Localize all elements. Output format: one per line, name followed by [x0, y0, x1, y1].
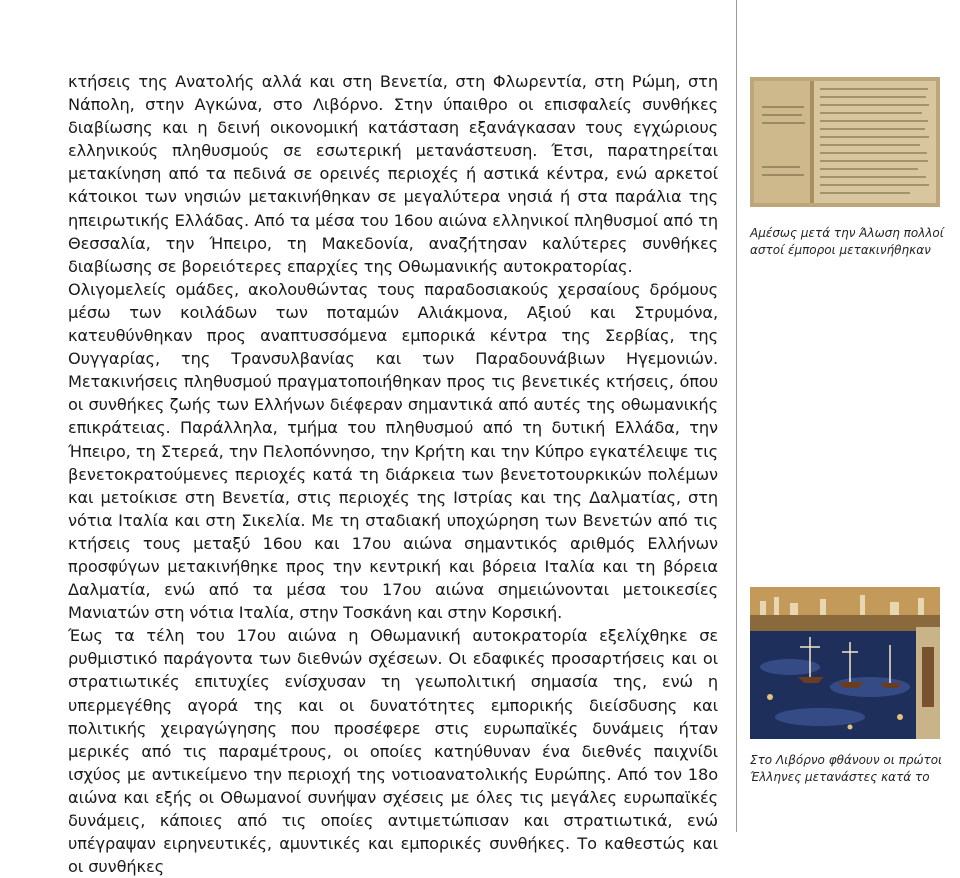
main-text-column	[68, 70, 718, 878]
paragraph-1: κτήσεις της Ανατολής αλλά και στη Βενετία, στη Φλωρεντία, στη Ρώμη, στη Νάπολη, στην Αγκώνα, στο Λιβόρνο. Στην ύπαιθρο οι επισφαλείς συνθήκες διαβίωσης και η δεινή οικονομική κατάσταση εξανάγκασαν τους εγχώριους ελληνικούς πληθυσμούς σε εσωτερική μετανάστευση. Έτσι, παρατηρείται μετακίνηση από τα πεδινά σε ορεινές περιοχές ή αστικά κέντρα, ενώ αρκετοί κάτοικοι των νησιών μετακινήθηκαν σε μεγαλύτερα νησιά ή στα παράλια της ηπειρωτικής Ελλάδας. Από τα μέσα του 16ου αιώνα ελληνικοί πληθυσμοί από τη Θεσσαλία, την Ήπειρο, τη Μακεδονία, αναζήτησαν καλύτερες συνθήκες διαβίωσης σε βορειότερες επαρχίες της Οθωμανικής αυτοκρατορίας.	[68, 72, 718, 276]
harbour-illustration	[750, 587, 940, 739]
caption-1: Αμέσως μετά την Άλωση πολλοί αστοί έμποροι μετακινήθηκαν	[750, 226, 944, 257]
paragraph-2: Ολιγομελείς ομάδες, ακολουθώντας τους παραδοσιακούς χερσαίους δρόμους μέσω των κοιλάδων των ποταμών Αλιάκμονα, Αξιού και Στρυμόνα, κατευθύνθηκαν προς αναπτυσσόμενα εμπορικά κέντρα της Σερβίας, της Ουγγαρίας, της Τρανσυλβανίας και των Παραδουνάβιων Ηγεμονιών. Μετακινήσεις πληθυσμού πραγματοποιήθηκαν προς τις βενετικές κτήσεις, όπου οι συνθήκες ζωής των Ελλήνων διέφεραν σημαντικά από αυτές της οθωμανικής επικράτειας. Παράλληλα, τμήμα του πληθυσμού από τη δυτική Ελλάδα, την Ήπειρο, τη Στερεά, την Πελοπόννησο, την Κρήτη και την Κύπρο εγκατέλειψε τις βενετοκρατούμενες περιοχές κατά τη διάρκεια των βενετοτουρκικών πολέμων και μετοίκισε στη Βενετία, στις περιοχές της Ιστρίας και της Δαλματίας, στη νότια Ιταλία και στη Σικελία. Με τη σταδιακή υποχώρηση των Βενετών από τις κτήσεις τους μεταξύ 16ου και 17ου αιώνα σημαντικός αριθμός Ελλήνων προσφύγων μετακινήθηκε προς την κεντρική και βόρεια Ιταλία και τη βόρεια Δαλματία, ενώ από τα μέσα του 17ου αιώνα σημειώνονται μετοικεσίες Μανιατών στη νότια Ιταλία, στην Τοσκάνη και στην Κορσική.	[68, 279, 718, 623]
column-divider	[736, 0, 737, 832]
harbour-painting-image	[750, 587, 940, 739]
manuscript-illustration	[750, 77, 940, 207]
caption-2: Στο Λιβόρνο φθάνουν οι πρώτοι Έλληνες μετανάστες κατά το	[750, 753, 943, 784]
manuscript-image	[750, 77, 940, 207]
paragraph-3: Έως τα τέλη του 17ου αιώνα η Οθωμανική αυτοκρατορία εξελίχθηκε σε ρυθμιστικό παράγοντα των διεθνών σχέσεων. Οι εδαφικές προσαρτήσεις και οι στρατιωτικές επιτυχίες ενίσχυσαν τη γεωπολιτική σημασία της, ενώ η υπερμεγέθης αγορά της και οι δυνατότητες εμπορικής διείσδυσης και πολιτικής χειραγώγησης που προσέφερε στις ευρωπαϊκές δυνάμεις ήταν μερικές από τις παραμέτρους, οι οποίες κατηύθυναν ένα διεθνές παιχνίδι ισχύος με αντικείμενο την περιοχή της νοτιοανατολικής Ευρώπης. Από τον 18ο αιώνα και εξής οι Οθωμανοί συνήψαν σχέσεις με όλες τις μεγάλες ευρωπαϊκές δυνάμεις, κάποιες από τις οποίες αντιμετώπισαν και στρατιωτικά, ενώ υπέγραψαν ειρηνευτικές, αμυντικές και εμπορικές συνθήκες. Το καθεστώς και οι συνθήκες	[68, 626, 718, 877]
